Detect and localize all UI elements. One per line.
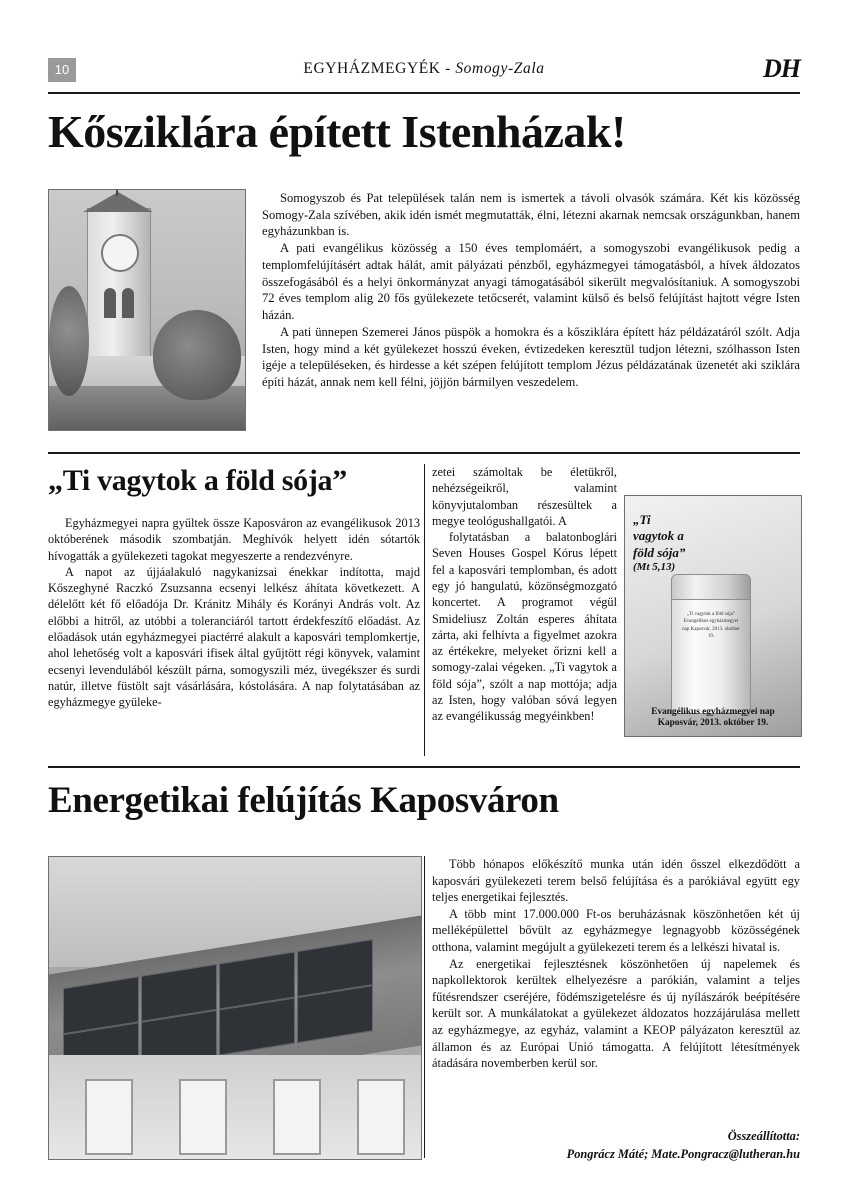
church-tower-photo bbox=[48, 189, 246, 431]
article3-paragraph: Az energetikai fejlesztésnek köszönhetően új napelemek és napkollektorok kerültek elhelyezésre a parókián, valamint a teljes fűtésrendszer cseréjére, födémszigetelésre és új nyílászárók beépítésére került sor. A munkálatokat a gyülekezet áldozatos hozzájárulása mellett az egyházmegye, az egyház, valamint a KEOP pályázaton keresztül az államon és az Európai Unió támogatta. A felújított létesítmények átadására novemberben kerül sor. bbox=[432, 956, 800, 1071]
photo3-window bbox=[179, 1079, 227, 1155]
article1-divider bbox=[48, 452, 800, 454]
article2-paragraph: Egyházmegyei napra gyűltek össze Kaposváron az evangélikusok 2013 októberének második szombatján. Meghívók helyett idén sótartók hívogatták a gyülekezeti tagokat megyeszerte a rendezvényre. bbox=[48, 516, 420, 563]
photo2-quote-reference: (Mt 5,13) bbox=[633, 560, 676, 573]
photo3-window bbox=[357, 1079, 405, 1155]
salt-shaker-photo bbox=[624, 495, 802, 737]
article2-paragraph: zetei számoltak be életükről, nehézségeikről, valamint könyvjutalomban részesültek a megye teológushallgatói. A bbox=[432, 465, 617, 528]
masthead bbox=[48, 54, 800, 92]
photo2-quote bbox=[633, 512, 743, 575]
article2-headline: „Ti vagytok a föld sója” bbox=[48, 464, 347, 497]
solar-panel-roof-photo bbox=[48, 856, 422, 1160]
section-title-main: EGYHÁZMEGYÉK bbox=[303, 60, 441, 77]
salt-shaker-label: „Ti vagytok a föld sója” Evangélikus egyházmegyei nap Kaposvár, 2013. október 19. bbox=[682, 612, 740, 639]
article2-body-left bbox=[48, 515, 420, 710]
article1-paragraph: A pati evangélikus közösség a 150 éves templomáért, a somogyszobi evangélikusok pedig a templomfelújításért adtak hálát, amit pályázati pénzből, egyházmegyei támogatásból, a hívek áldozatos összefogásából és a helyi önkormányzat anyagi támogatásából sikerült megvalósítaniuk. A somogyszobi 72 éves templom alig 20 fős gyülekezete tetőcserét, valamint külső és belső felújítást hajtott végre Isten házán. bbox=[262, 241, 800, 323]
article3-column-divider bbox=[424, 856, 425, 1158]
photo2-caption-line2: Kaposvár, 2013. október 19. bbox=[657, 718, 769, 729]
section-title bbox=[48, 60, 800, 78]
article2-body-right bbox=[432, 464, 617, 725]
article1-body bbox=[262, 190, 800, 391]
article1-headline: Kősziklára épített Istenházak! bbox=[48, 106, 626, 157]
article3-body bbox=[432, 856, 800, 1072]
byline bbox=[432, 1128, 800, 1164]
section-title-sub: - Somogy-Zala bbox=[440, 60, 545, 77]
photo2-caption-line1: Evangélikus egyházmegyei nap bbox=[651, 706, 775, 717]
article3-paragraph: A több mint 17.000.000 Ft-os beruházásnak köszönhetően két új melléképülettel bővült az egyházmegye legnagyobb közösségének otthona, valamint megújult a gyülekezeti terem és a lelkészi hivatal is. bbox=[432, 906, 800, 955]
salt-shaker-object bbox=[671, 574, 751, 714]
article1-paragraph: Somogyszob és Pat települések talán nem is ismertek a távoli olvasók számára. Két kis közösség Somogy-Zala szívében, akik idén ismét megmutatták, élni, létezni akarnak nemcsak országunkban, hanem egyházunkban is. bbox=[262, 191, 800, 239]
article2-paragraph: folytatásban a balatonboglári Seven Houses Gospel Kórus lépett fel a kaposvári templomban, és adott egy jó hangulatú, közönségmozgató koncertet. A programot végül Smideliusz Zoltán esperes áhítata zárta, aki felhívta a figyelmet azokra az értékekre, melyeket őrizni kell a somogy-zalai végeken. „Ti vagytok a föld sója”, szólt a nap mottója; adja az Isten, hogy valóban sóvá legyen az evangélikusság megyéinkben! bbox=[432, 530, 617, 724]
article2-divider bbox=[48, 766, 800, 768]
publication-logo: DH bbox=[763, 54, 800, 83]
article2-paragraph: A napot az újjáalakuló nagykanizsai énekkar indította, majd Kőszeghyné Raczkó Zsuzsanna ecsenyi lelkész áhítata következett. A délelőtt két fő előadója Dr. Kránitz Mihály és Korányi András volt. Az előbbi a hitről, az utóbbi a toleranciáról tartott érdekfeszítő előadást. Az előadások után egyházmegyei piactérré alakult a kaposvári templomkertje, ahol lehetőség volt a kaposvári ifisek által gyűjtött régi könyvek, valamint ecsenyi levendulából készült párna, somogyszili méz, üvegékszer és surdi natúr, illetve füstölt sajt vásárlására, kóstolására. A nap folytatásában az egyházmegye gyüleke- bbox=[48, 564, 420, 710]
page-number: 10 bbox=[48, 58, 76, 82]
byline-label: Összeállította: bbox=[727, 1129, 800, 1143]
article3-headline: Energetikai felújítás Kaposváron bbox=[48, 780, 559, 821]
article3-paragraph: Több hónapos előkészítő munka után idén ősszel elkezdődött a kaposvári gyülekezeti terem belső felújítása és a parókiával együtt egy teljes energetikai fejlesztés. bbox=[432, 857, 800, 905]
salt-shaker-cap bbox=[672, 575, 750, 600]
article1-paragraph: A pati ünnepen Szemerei János püspök a homokra és a kősziklára épített ház példázatáról szólt. Adja Isten, hogy mind a két gyülekezet hosszú éveken, évtizedeken keresztül tudjon létezni, szólhasson Isten igéje a településeken, és hirdesse a két szépen felújított templom Jézus példázatának üzenetét aki sziklára építi házát, annak nem kell félni, jöjjön bármilyen veszedelem. bbox=[262, 324, 800, 390]
photo2-quote-line3: föld sója” bbox=[633, 544, 686, 560]
photo2-quote-line1: „Ti bbox=[633, 512, 651, 527]
article2-column-divider bbox=[424, 464, 425, 756]
photo2-quote-line2: vagytok a bbox=[633, 528, 684, 544]
photo3-building-wall bbox=[49, 1055, 421, 1159]
byline-author: Pongrácz Máté; Mate.Pongracz@lutheran.hu bbox=[566, 1146, 800, 1161]
photo3-window bbox=[85, 1079, 133, 1155]
header-divider bbox=[48, 92, 800, 94]
photo2-caption bbox=[625, 707, 801, 730]
photo3-window bbox=[273, 1079, 321, 1155]
